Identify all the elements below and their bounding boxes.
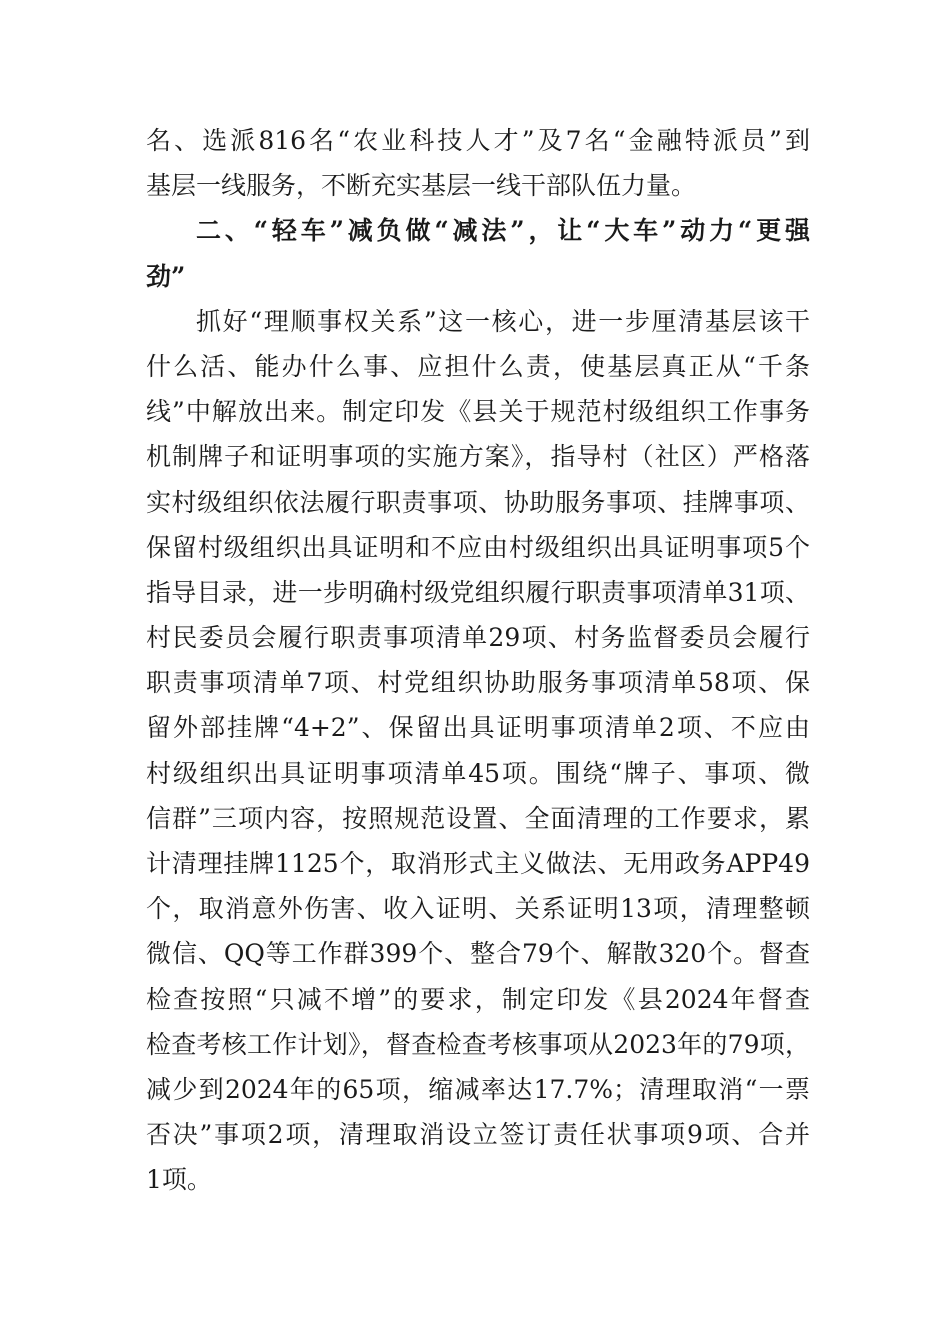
paragraph-line: 检查按照“只减不增”的要求，制定印发《县2024年督查 [146,984,810,1014]
section-heading-line: 二、“轻车”减负做“减法”，让“大车”动力“更强 [196,216,810,246]
paragraph-line: 指导目录，进一步明确村级党组织履行职责事项清单31项、 [146,577,810,607]
section-heading-line: 劲” [146,261,186,291]
document-body [146,118,810,1203]
paragraph-line: 1项。 [146,1165,212,1195]
paragraph-line: 减少到2024年的65项，缩减率达17.7%；清理取消“一票 [146,1074,810,1104]
paragraph-line: 检查考核工作计划》，督查检查考核事项从2023年的79项， [146,1029,810,1059]
paragraph-line: 计清理挂牌1125个，取消形式主义做法、无用政务APP49 [146,849,810,878]
paragraph-line: 村民委员会履行职责事项清单29项、村务监督委员会履行 [146,623,810,653]
paragraph-line: 基层一线服务，不断充实基层一线干部队伍力量。 [146,171,697,201]
paragraph-line: 机制牌子和证明事项的实施方案》，指导村（社区）严格落 [146,442,810,472]
paragraph-line: 线”中解放出来。制定印发《县关于规范村级组织工作事务 [146,397,810,427]
paragraph-line: 村级组织出具证明事项清单45项。围绕“牌子、事项、微 [146,758,810,788]
paragraph-line: 名、选派816名“农业科技人才”及7名“金融特派员”到 [146,126,810,155]
paragraph-line: 抓好“理顺事权关系”这一核心，进一步厘清基层该干 [196,306,810,336]
paragraph-line: 微信、QQ等工作群399个、整合79个、解散320个。督查 [146,939,810,969]
paragraph-line: 个，取消意外伤害、收入证明、关系证明13项，清理整顿 [146,894,810,924]
paragraph-line: 什么活、能办什么事、应担什么责，使基层真正从“千条 [146,351,810,381]
paragraph-line: 实村级组织依法履行职责事项、协助服务事项、挂牌事项、 [146,487,810,517]
paragraph-line: 保留村级组织出具证明和不应由村级组织出具证明事项5个 [146,532,810,562]
paragraph-line: 信群”三项内容，按照规范设置、全面清理的工作要求，累 [146,803,810,833]
paragraph-line: 否决”事项2项，清理取消设立签订责任状事项9项、合并 [146,1120,810,1150]
paragraph-line: 留外部挂牌“4+2”、保留出具证明事项清单2项、不应由 [146,713,810,743]
paragraph-line: 职责事项清单7项、村党组织协助服务事项清单58项、保 [146,668,810,698]
